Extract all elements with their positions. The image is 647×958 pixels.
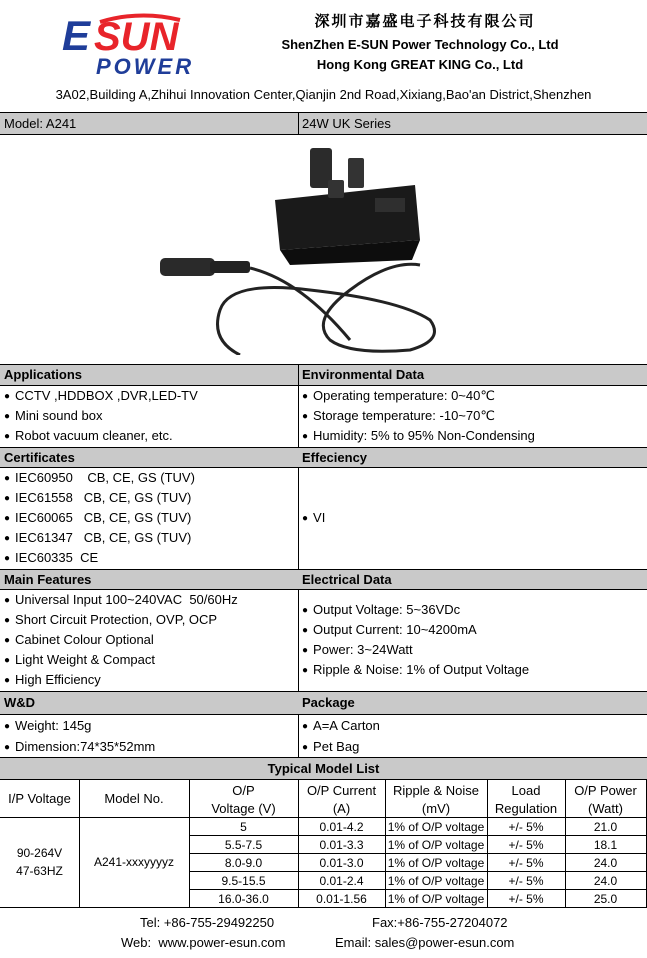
col-header-ripple-noise: Ripple & Noise (mV) (393, 783, 479, 816)
certificate-item: ● IEC60335 CE (4, 548, 98, 570)
feature-item: ● High Efficiency (4, 670, 101, 692)
cell-op-current: 0.01-3.0 (319, 856, 364, 870)
cell-op-power: 24.0 (593, 874, 618, 888)
model-number: A241-xxxyyyyz (93, 855, 175, 869)
col-header-op-current: O/P Current (A) (306, 783, 377, 816)
footer-email[interactable]: Email: sales@power-esun.com (335, 935, 515, 950)
electrical-item: ● Power: 3~24Watt (302, 640, 413, 662)
certificate-item: ● IEC60065 CB, CE, GS (TUV) (4, 508, 191, 530)
cell-op-voltage: 5 (240, 820, 247, 834)
cell-ripple: 1% of O/P voltage (387, 892, 485, 906)
electrical-item: ● Ripple & Noise: 1% of Output Voltage (302, 660, 529, 682)
series-label: 24W UK Series (302, 116, 391, 131)
cell-op-power: 18.1 (593, 838, 618, 852)
cell-load-reg: +/- 5% (508, 820, 544, 834)
cell-op-voltage: 8.0-9.0 (224, 856, 263, 870)
wd-item: ● Weight: 145g (4, 716, 91, 738)
cell-op-voltage: 9.5-15.5 (221, 874, 266, 888)
certificate-item: ● IEC61558 CB, CE, GS (TUV) (4, 488, 191, 510)
cell-op-voltage: 5.5-7.5 (224, 838, 263, 852)
electrical-title: Electrical Data (302, 572, 392, 587)
col-header-ip-voltage: I/P Voltage (8, 791, 71, 806)
environmental-item: ● Humidity: 5% to 95% Non-Condensing (302, 426, 535, 448)
model-list-title: Typical Model List (267, 761, 380, 776)
applications-item: ● Robot vacuum cleaner, etc. (4, 426, 173, 448)
chinese-company-name: 深圳市嘉盛电子科技有限公司 (314, 13, 536, 30)
certificates-title: Certificates (4, 450, 75, 465)
cell-op-current: 0.01-3.3 (319, 838, 364, 852)
svg-text:E: E (62, 12, 91, 59)
feature-item: ● Short Circuit Protection, OVP, OCP (4, 610, 217, 632)
efficiency-title: Effeciency (302, 450, 368, 465)
package-title: Package (302, 695, 355, 710)
wd-title: W&D (4, 695, 36, 710)
ip-frequency-range: 47-63HZ (16, 864, 63, 878)
svg-text:POWER: POWER (96, 54, 195, 78)
electrical-item: ● Output Current: 10~4200mA (302, 620, 477, 642)
certificate-item: ● IEC60950 CB, CE, GS (TUV) (4, 468, 195, 490)
cell-op-power: 24.0 (593, 856, 618, 870)
features-title: Main Features (4, 572, 92, 587)
feature-item: ● Universal Input 100~240VAC 50/60Hz (4, 590, 238, 612)
cell-ripple: 1% of O/P voltage (387, 874, 485, 888)
col-header-load-regulation: Load Regulation (494, 783, 558, 816)
col-header-op-voltage: O/P Voltage (V) (211, 783, 276, 816)
cell-ripple: 1% of O/P voltage (387, 838, 485, 852)
svg-text:SUN: SUN (94, 15, 179, 59)
cell-load-reg: +/- 5% (508, 874, 544, 888)
cell-op-current: 0.01-2.4 (319, 874, 364, 888)
footer-tel: Tel: +86-755-29492250 (140, 915, 275, 930)
feature-item: ● Cabinet Colour Optional (4, 630, 154, 652)
model-label: Model: A241 (4, 116, 77, 131)
efficiency-item: ● VI (302, 508, 325, 530)
cell-load-reg: +/- 5% (508, 892, 544, 906)
package-item: ● Pet Bag (302, 737, 359, 759)
package-item: ● A=A Carton (302, 716, 380, 738)
col-header-op-power: O/P Power (Watt) (574, 783, 637, 816)
environmental-title: Environmental Data (302, 367, 425, 382)
certificate-item: ● IEC61347 CB, CE, GS (TUV) (4, 528, 191, 550)
applications-item: ● Mini sound box (4, 406, 103, 428)
company-name-hk: Hong Kong GREAT KING Co., Ltd (316, 57, 524, 72)
electrical-item: ● Output Voltage: 5~36VDc (302, 600, 460, 622)
ip-voltage-range: 90-264V (16, 846, 63, 860)
cell-load-reg: +/- 5% (508, 838, 544, 852)
environmental-item: ● Operating temperature: 0~40℃ (302, 386, 495, 408)
cell-op-power: 21.0 (593, 820, 618, 834)
cell-op-power: 25.0 (593, 892, 618, 906)
applications-item: ● CCTV ,HDDBOX ,DVR,LED-TV (4, 386, 198, 408)
cell-ripple: 1% of O/P voltage (387, 856, 485, 870)
applications-title: Applications (4, 367, 83, 382)
cell-op-current: 0.01-4.2 (319, 820, 364, 834)
footer-fax: Fax:+86-755-27204072 (372, 915, 508, 930)
wd-item: ● Dimension:74*35*52mm (4, 737, 155, 759)
cell-load-reg: +/- 5% (508, 856, 544, 870)
feature-item: ● Light Weight & Compact (4, 650, 155, 672)
cell-op-voltage: 16.0-36.0 (218, 892, 269, 906)
company-name-en: ShenZhen E-SUN Power Technology Co., Ltd (281, 37, 559, 52)
footer-web[interactable]: Web: www.power-esun.com (121, 935, 286, 950)
col-header-model-no: Model No. (104, 791, 164, 806)
company-address: 3A02,Building A,Zhihui Innovation Center,Qianjin 2nd Road,Xixiang,Bao'an District,Shenzhen (55, 87, 592, 102)
product-image (150, 140, 450, 355)
cell-op-current: 0.01-1.56 (316, 892, 367, 906)
company-logo (60, 10, 220, 78)
cell-ripple: 1% of O/P voltage (387, 820, 485, 834)
environmental-item: ● Storage temperature: -10~70℃ (302, 406, 495, 428)
